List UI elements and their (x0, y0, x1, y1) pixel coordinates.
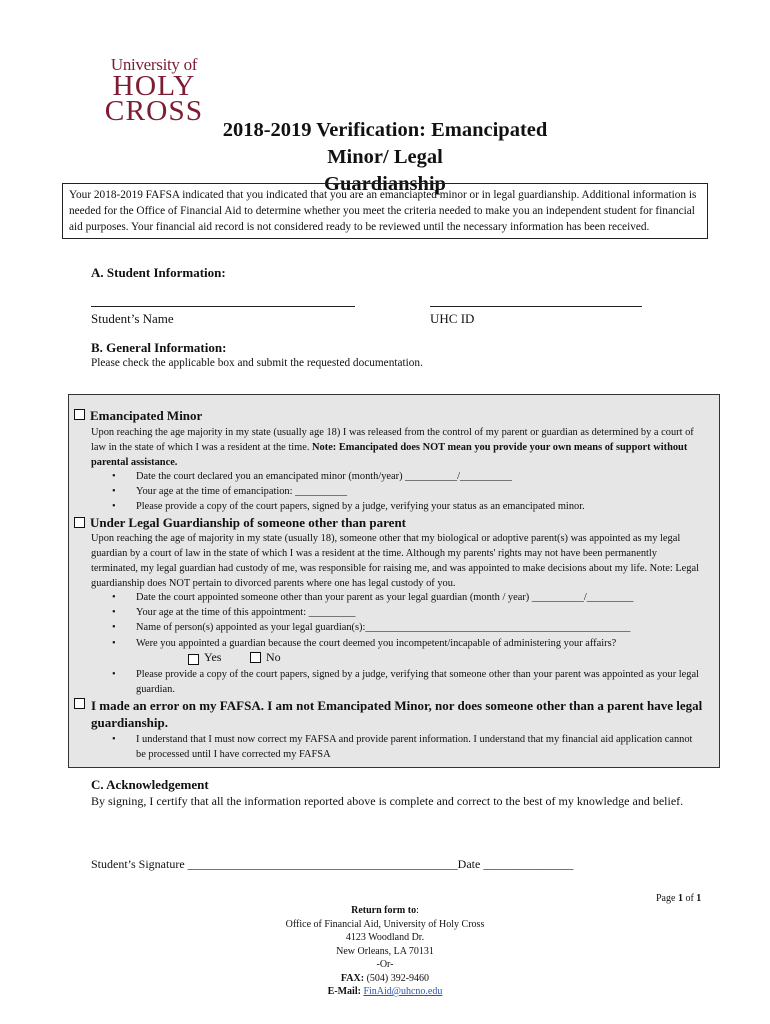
option3-bullet: • I understand that I must now correct my FAFSA and provide parent information. I understand that my financial aid application cannot be processed until I have corrected my FAFSA (136, 732, 696, 762)
option3-title: I made an error on my FAFSA. I am not Emancipated Minor, nor does someone other than a parent have legal guardianship. (91, 698, 703, 730)
page-current: 1 (677, 893, 683, 904)
option2-bullet-1: • Date the court appointed someone other than your parent as your legal guardian (month / year) __________/_________ (136, 590, 706, 605)
university-logo (104, 55, 204, 127)
email-label: E-Mail: (327, 986, 361, 997)
logo-line1: University of (110, 55, 198, 74)
option1-title: Emancipated Minor (90, 408, 203, 423)
acknowledgement-text: By signing, I certify that all the information reported above is complete and correct to the best of my knowledge and belief. (91, 794, 684, 808)
email-link[interactable]: FinAid@uhcno.edu (363, 986, 443, 997)
fafsa-error-checkbox[interactable] (74, 698, 85, 709)
page-of: of (682, 893, 697, 904)
option1-para-note: Note: Emancipated does NOT mean you provide your own means of support without parental assistance. (91, 442, 688, 468)
return-label-row (250, 904, 520, 918)
student-name-label: Student’s Name (91, 311, 174, 326)
section-a-heading: A. Student Information: (91, 265, 226, 280)
section-b-instruction: Please check the applicable box and submit the requested documentation. (91, 357, 423, 369)
option2-title: Under Legal Guardianship of someone other than parent (90, 515, 407, 530)
fax-row (250, 972, 520, 986)
email-row (250, 985, 520, 999)
legal-guardianship-checkbox[interactable] (74, 517, 85, 528)
return-label: Return form to (351, 905, 417, 916)
option2-bullet-4: • Were you appointed a guardian because the court deemed you incompetent/incapable of administering your affairs? (136, 636, 706, 651)
page-number (656, 893, 701, 904)
option2-bullet-2: • Your age at the time of this appointment: _________ (136, 605, 706, 620)
option1-description (91, 425, 703, 470)
option1-bullet-3: • Please provide a copy of the court papers, signed by a judge, verifying your status as an emancipated minor. (136, 499, 706, 514)
emancipated-minor-checkbox[interactable] (74, 409, 85, 420)
no-checkbox[interactable] (250, 652, 261, 663)
student-name-line[interactable] (91, 306, 355, 307)
logo-line3: CROSS (104, 96, 204, 127)
section-b-heading: B. General Information: (91, 340, 227, 355)
logo-line2: HOLY (112, 71, 196, 102)
yes-checkbox[interactable] (188, 654, 199, 665)
return-colon: : (416, 905, 419, 916)
fax-number: (504) 392-9460 (364, 972, 430, 984)
return-address (250, 904, 520, 999)
page-prefix: Page (656, 893, 678, 904)
signature-line[interactable]: Student’s Signature _____________________________________________Date _______________ (91, 857, 574, 871)
intro-box: Your 2018-2019 FAFSA indicated that you indicated that you are an emanciapted minor or in legal guardianship. Additional information is needed for the Office of Financial Aid to determine whether you meet the criteria needed to make you an independent student for financial aid purposes. Your financial aid record is not considered ready to be reviewed until the necessary information has been received. (62, 183, 708, 239)
office-name: Office of Financial Aid, University of Holy Cross (285, 918, 485, 930)
or-separator: -Or- (376, 959, 394, 970)
option2-bullet-3: • Name of person(s) appointed as your legal guardian(s):___________________________________________________ (136, 620, 706, 635)
option2-bullet-5: • Please provide a copy of the court papers, signed by a judge, verifying that someone other than your parent was appointed as your legal guardian. (136, 667, 706, 697)
option1-bullet-2: • Your age at the time of emancipation: __________ (136, 484, 706, 499)
page-total: 1 (696, 893, 702, 904)
title-line2: Guardianship (324, 173, 446, 195)
option2-description: Upon reaching the age of majority in my state (usually 18), someone other that my biological or adoptive parent(s) was appointed as my legal guardian by a court of law in the state of which I was a resident at the time. Although my parents' rights may not have been permanently terminated, my legal guardian had custody of me, was responsible for raising me, and was appointed to make decisions about my life. Note: Legal guardianship does NOT pertain to divorced parents where one has legal custody of you. (91, 533, 699, 589)
section-c-heading: C. Acknowledgement (91, 777, 209, 792)
uhc-id-label: UHC ID (430, 311, 475, 326)
title-line1: 2018-2019 Verification: Emancipated Minor/ Legal (222, 119, 548, 168)
option1-para-plain: Upon reaching the age majority in my state (usually age 18) I was released from the control of my parent or guardian as determined by a court of law in the state of which I was a resident at the time. (91, 427, 694, 453)
option1-bullet-1: • Date the court declared you an emancipated minor (month/year) __________/__________ (136, 469, 706, 484)
uhc-id-line[interactable] (430, 306, 642, 307)
fax-label: FAX: (340, 972, 365, 984)
no-label: No (266, 650, 281, 664)
address-line2: New Orleans, LA 70131 (336, 945, 434, 957)
address-line1: 4123 Woodland Dr. (345, 932, 425, 943)
yes-label: Yes (204, 650, 222, 664)
